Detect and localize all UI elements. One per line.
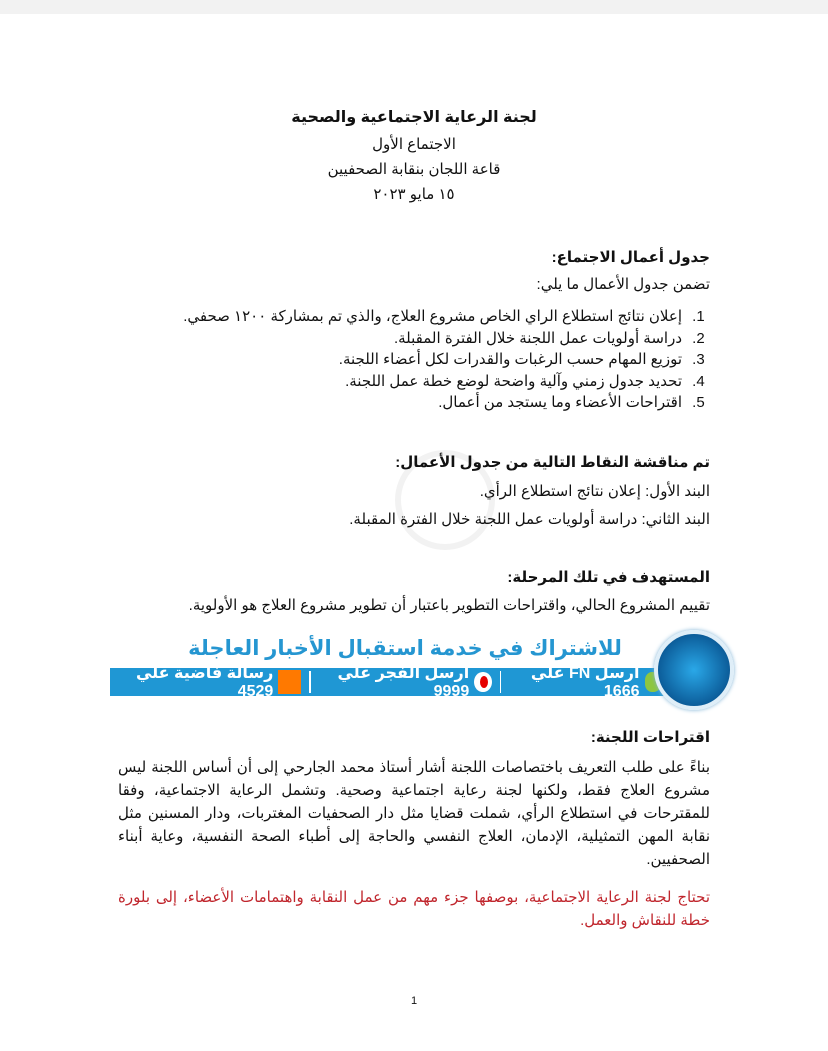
doc-location: قاعة اللجان بنقابة الصحفيين bbox=[327, 161, 501, 178]
orange-offer[interactable] bbox=[110, 663, 309, 701]
orange-text: رسالة فاضية علي 4529 bbox=[135, 665, 274, 700]
discussed-item-2: البند الثاني: دراسة أولويات عمل اللجنة خلال الفترة المقبلة. bbox=[349, 511, 710, 528]
doc-title: لجنة الرعاية الاجتماعية والصحية bbox=[291, 109, 537, 126]
body-paragraph: بناءً على طلب التعريف باختصاصات اللجنة أشار أستاذ محمد الجارحي إلى أن أساس اللجنة ليس مشروع العلاج فقط، ولكنها لجنة رعاية اجتماعية وصحية. وتشمل الرعاية الاجتماعية، وفقا للمقترحات في استطلاع الرأي، شملت قضايا مثل دار الصحفيات المغتربات، ودار المسنين مثل نقابة المهن التمثيلية، الإدمان، العلاج النفسي والحاجة إلى أطباء الصحة النفسية، وعاية أبناء الصحفيين. bbox=[118, 759, 710, 868]
vodafone-icon bbox=[474, 672, 492, 692]
promo-banner[interactable] bbox=[110, 666, 670, 698]
agenda-intro: تضمن جدول الأعمال ما يلي: bbox=[536, 276, 710, 293]
orange-icon bbox=[278, 670, 301, 694]
discussed-heading: تم مناقشة النقاط التالية من جدول الأعمال: bbox=[395, 454, 710, 471]
page-number: 1 bbox=[410, 995, 418, 1007]
list-item: 4. تحديد جدول زمني وآلية واضحة لوضع خطة عمل اللجنة. bbox=[118, 371, 688, 393]
target-heading: المستهدف في تلك المرحلة: bbox=[507, 569, 710, 586]
agenda-list bbox=[118, 306, 710, 414]
etisalat-offer[interactable] bbox=[501, 663, 670, 701]
red-paragraph: تحتاج لجنة الرعاية الاجتماعية، بوصفها جزء مهم من عمل النقابة واهتمامات الأعضاء، إلى بلورة خطة للنقاش والعمل. bbox=[118, 889, 710, 929]
target-text: تقييم المشروع الحالي، واقتراحات التطوير باعتبار أن تطوير مشروع العلاج هو الأولوية. bbox=[188, 597, 710, 614]
list-item: 1. إعلان نتائج استطلاع الراي الخاص مشروع العلاج، والذي تم بمشاركة ١٢٠٠ صحفي. bbox=[118, 306, 688, 328]
doc-subtitle: الاجتماع الأول bbox=[372, 136, 456, 153]
discussed-item-1: البند الأول: إعلان نتائج استطلاع الرأي. bbox=[479, 483, 710, 500]
divider bbox=[500, 671, 502, 693]
hidden-heading: اقتراحات اللجنة: bbox=[590, 729, 710, 746]
promo-title: للاشتراك في خدمة استقبال الأخبار العاجلة bbox=[188, 637, 622, 660]
list-item: 3. توزيع المهام حسب الرغبات والقدرات لكل أعضاء اللجنة. bbox=[118, 349, 688, 371]
alfajr-logo bbox=[654, 630, 734, 710]
list-item: 2. دراسة أولويات عمل اللجنة خلال الفترة المقبلة. bbox=[118, 328, 688, 350]
etisalat-text: أرسل FN علي 1666 bbox=[530, 665, 640, 700]
divider bbox=[309, 671, 311, 693]
vodafone-offer[interactable] bbox=[311, 663, 500, 701]
list-item: 5. اقتراحات الأعضاء وما يستجد من أعمال. bbox=[118, 392, 688, 414]
agenda-heading: جدول أعمال الاجتماع: bbox=[551, 249, 710, 266]
doc-date: ١٥ مايو ٢٠٢٣ bbox=[373, 186, 455, 203]
vodafone-text: أرسل الفجر علي 9999 bbox=[337, 665, 470, 700]
